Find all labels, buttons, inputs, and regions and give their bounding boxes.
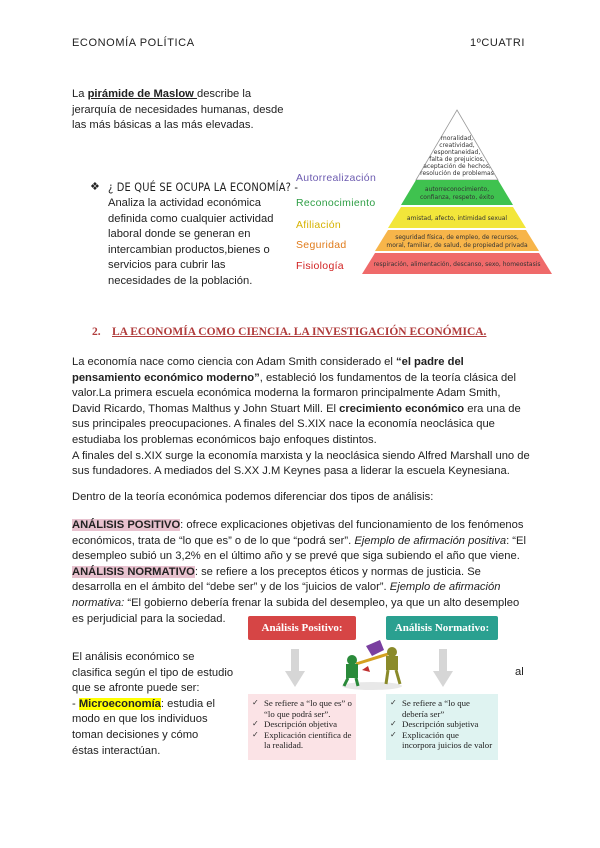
pyramid-label-selfactualization: Autorrealización: [296, 172, 377, 184]
maslow-pyramid: [360, 108, 555, 276]
positive-title-box: Análisis Positivo:: [248, 616, 356, 640]
pyramid-label-affiliation: Afiliación: [296, 219, 342, 231]
bullet-icon: ❖: [90, 181, 100, 193]
svg-text:creatividad,: creatividad,: [439, 142, 475, 149]
section-title: LA ECONOMÍA COMO CIENCIA. LA INVESTIGACIÓN ECONÓMICA.: [112, 326, 487, 338]
analysis-figure: [248, 616, 498, 761]
maslow-intro: La pirámide de Maslow describe la jerarquía de necesidades humanas, desde las más básicas a las más elevadas.: [72, 88, 284, 132]
classification-paragraph: El análisis económico se clasifica según el tipo de estudio que se afronte puede ser: - Microeconomía: estudia el modo en que los individuos toman decisiones y cómo éstas interactúan.: [72, 651, 234, 757]
positive-item: ✓ Explicación científica de la realidad.: [252, 730, 352, 751]
svg-text:respiración, alimentación, des: respiración, alimentación, descanso, sexo, homeostasis: [373, 261, 541, 268]
normative-item: ✓ Explicación que incorpora juicios de valor: [390, 730, 494, 751]
svg-text:autorreconocimiento,: autorreconocimiento,: [424, 186, 490, 193]
normative-item: ✓ Descripción subjetiva: [390, 719, 494, 730]
svg-text:falta de prejuicios,: falta de prejuicios,: [429, 156, 485, 163]
header-left: ECONOMÍA POLÍTICA: [72, 37, 195, 49]
svg-text:aceptación de hechos,: aceptación de hechos,: [423, 163, 491, 170]
svg-text:confianza, respeto, éxito: confianza, respeto, éxito: [420, 194, 494, 201]
pyramid-label-esteem: Reconocimiento: [296, 197, 376, 209]
section-number: 2.: [92, 326, 101, 338]
down-arrow-icon: [432, 649, 454, 689]
analysis-intro: Dentro de la teoría económica podemos diferenciar dos tipos de análisis:: [72, 491, 434, 503]
svg-text:espontaneidad,: espontaneidad,: [433, 149, 481, 156]
header-right: 1ºCUATRI: [470, 37, 526, 49]
svg-text:amistad, afecto, intimidad sex: amistad, afecto, intimidad sexual: [406, 215, 508, 222]
svg-text:moralidad,: moralidad,: [440, 135, 474, 142]
normative-item: ✓ Se refiere a “lo que debería ser”: [390, 698, 494, 719]
question-body: Analiza la actividad económica definida como cualquier actividad laboral donde se generan en intercambian productos,bienes o servicios para cubrir las necesidades de la población.: [108, 197, 274, 287]
question-title: ¿ DE QUÉ SE OCUPA LA ECONOMÍA? -: [108, 180, 299, 194]
analysis-paragraph: ANÁLISIS POSITIVO: ofrece explicaciones objetivas del funcionamiento de los fenómenos económicos, trata de “lo que es” o de lo que “podrá ser”. Ejemplo de afirmación positiva: “El desempleo subió un 3,2% en el último año y se prevé que siga subiendo el año que viene. ANÁLISIS NORMATIVO: se refiere a los preceptos éticos y normas de justicia. Se desarrolla en el ámbito del “debe ser” y de los “juicios de valor”. Ejemplo de afirmación normativa: “El gobierno debería frenar la subida del desempleo, ya que un alto desempleo es perjudicial para la sociedad.: [72, 519, 526, 625]
maslow-link[interactable]: pirámide de Maslow: [87, 88, 197, 100]
normative-term: ANÁLISIS NORMATIVO: [72, 565, 195, 578]
classification-tail: al: [515, 666, 524, 678]
positive-content-box: [248, 694, 356, 760]
positive-item: ✓ Descripción objetiva: [252, 719, 352, 730]
pyramid-label-physiology: Fisiología: [296, 260, 344, 272]
tug-of-war-icon: [336, 636, 408, 692]
microeconomia-term: Microeconomía: [78, 697, 161, 710]
normative-content-box: [386, 694, 498, 760]
svg-text:seguridad física, de empleo, d: seguridad física, de empleo, de recursos,: [395, 234, 519, 241]
down-arrow-icon: [284, 649, 306, 689]
svg-text:resolución de problemas: resolución de problemas: [420, 170, 494, 177]
normative-title-box: Análisis Normativo:: [386, 616, 498, 640]
positive-item: ✓ Se refiere a “lo que es” o “lo que podrá ser”.: [252, 698, 352, 719]
history-paragraph: La economía nace como ciencia con Adam Smith considerado el “el padre del pensamiento económico moderno”, estableció los fundamentos de la teoría clásica del valor.La primera escuela económica moderna la formaron principalmente Adam Smith, David Ricardo, Thomas Malthus y John Stuart Mill. El crecimiento económico era una de sus principales preocupaciones. A finales del S.XIX nace la economía neoclásica que estudiaba los problemas económicos bajo enfoques distintos. A finales del s.XIX surge la economía marxista y la neoclásica siendo Alfred Marshall uno de sus fundadores. A mediados del S.XX J.M Keynes pasa a liderar la escuela Keynesiana.: [72, 356, 530, 478]
positive-term: ANÁLISIS POSITIVO: [72, 519, 181, 531]
pyramid-label-security: Seguridad: [296, 239, 347, 251]
svg-text:moral, familiar, de salud, de: moral, familiar, de salud, de propiedad privada: [386, 242, 528, 249]
